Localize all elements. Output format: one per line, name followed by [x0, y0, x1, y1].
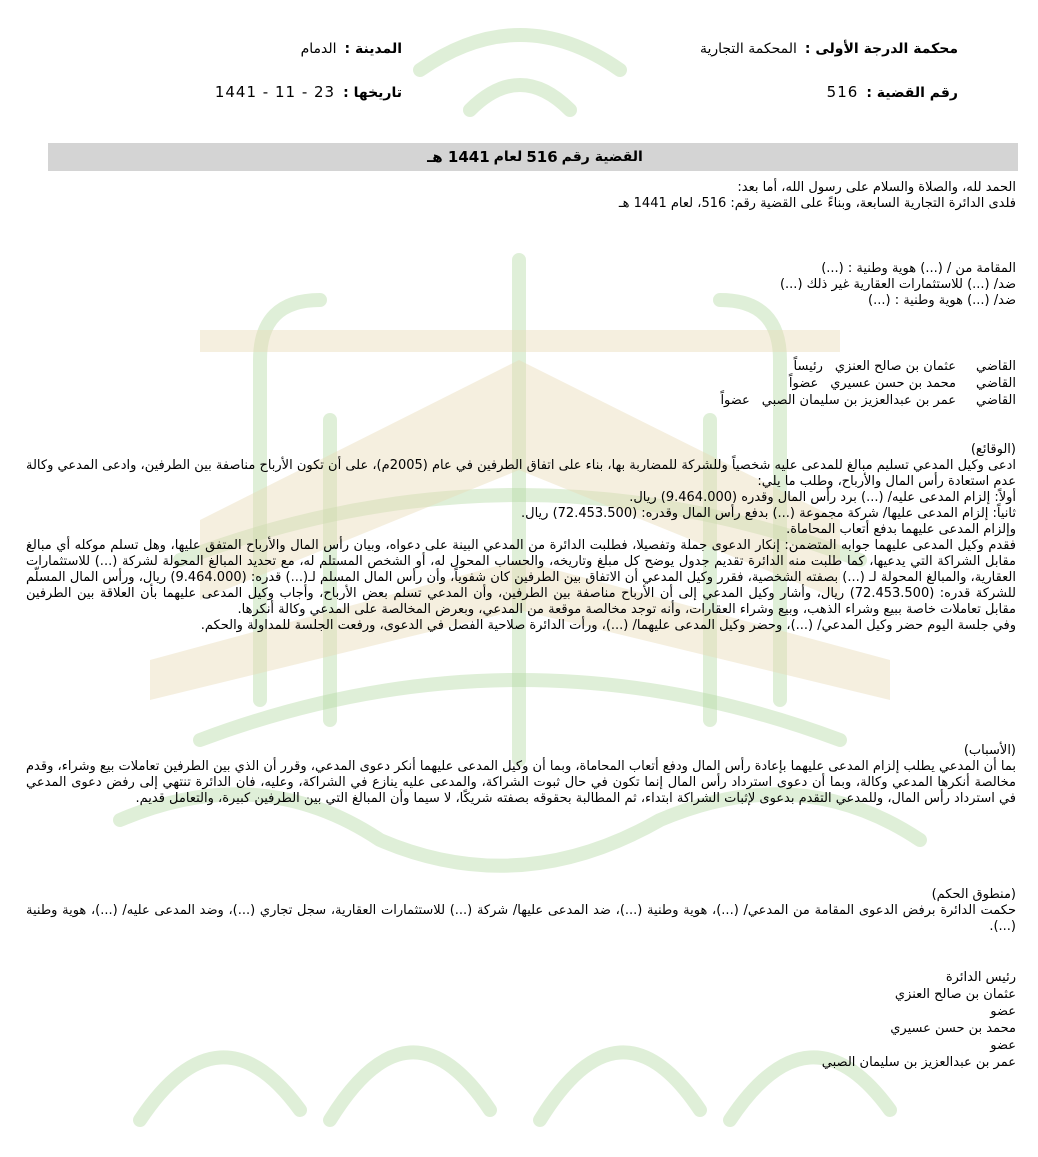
facts-paragraph: وإلزام المدعى عليهما بدفع أتعاب المحاماة. — [786, 522, 1016, 537]
intro-line: فلدى الدائرة التجارية السابعة، وبناءً على القضية رقم: 516، لعام 1441 هـ — [618, 196, 1016, 211]
judge-role: عضواً — [788, 376, 819, 391]
judge-title: القاضي — [976, 393, 1016, 408]
signature-line: عضو — [990, 1038, 1016, 1053]
reasons-section — [26, 743, 1016, 807]
judge-title: القاضي — [976, 376, 1016, 391]
judge-title: القاضي — [976, 359, 1016, 374]
court-field — [700, 41, 958, 57]
signature-line: رئيس الدائرة — [945, 970, 1016, 985]
case-number-value: 516 — [826, 83, 859, 101]
judge-role: عضواً — [720, 393, 750, 408]
facts-paragraph: أولاً: إلزام المدعى عليه/ (...) برد رأس المال وقدره (9.464.000) ريال. — [629, 490, 1016, 505]
title-mid: لعام — [493, 149, 523, 165]
party-line: المقامة من / (...) هوية وطنية : (...) — [821, 261, 1016, 276]
ruling-section — [26, 887, 1016, 935]
judge-row — [26, 393, 1016, 410]
intro-section — [26, 180, 1016, 212]
ruling-paragraph: حكمت الدائرة برفض الدعوى المقامة من المدعي/ (...)، هوية وطنية (...)، ضد المدعى عليها/ شركة (...) للاستثمارات العقارية، سجل تجاري (...)، وضد المدعى عليه/ (...)، هوية وطنية (...). — [26, 903, 1016, 934]
facts-paragraph: وفي جلسة اليوم حضر وكيل المدعي/ (...)، وحضر وكيل المدعى عليهما/ (...)، ورأت الدائرة صلاحية الفصل في الدعوى، ورفعت الجلسة للمداولة والحكم. — [200, 618, 1016, 633]
date-value: 23 - 11 - 1441 — [214, 83, 336, 101]
case-number-field — [827, 83, 958, 101]
reasons-paragraph: بما أن المدعي يطلب إلزام المدعى عليهما بإعادة رأس المال ودفع أتعاب المحاماة، وبما أن وكيل المدعى عليهما أنكر دعوى المدعي، وقرر أن الذي بين الطرفين تعاملات بيع وشراء، وقدم مخالصة أنكرها المدعي وكالة، وبما أن دعوى استرداد رأس المال إنما تكون في حال ثبوت الشراكة، والمدعى عليه ينازع في الشراكة، وعليه، فان الدائرة تنتهي إلى رفض دعوى المدعي في استرداد رأس المال، وللمدعي التقدم بدعوى لإثبات الشراكة ابتداء، ثم المطالبة بحقوقه بصفته شريكًا، لا سيما وأن المبالغ التي بين الطرفين كبيرة، والتعامل قديم. — [26, 759, 1016, 806]
title-year: 1441 هـ — [427, 148, 490, 166]
title-number: 516 — [526, 148, 558, 166]
title-prefix: القضية رقم — [561, 149, 643, 165]
reasons-heading: (الأسباب) — [963, 743, 1016, 758]
case-title-bar — [48, 143, 1018, 171]
judge-row — [26, 359, 1016, 376]
party-line: ضد/ (...) هوية وطنية : (...) — [868, 293, 1016, 308]
signatures-section — [26, 970, 1016, 1072]
facts-paragraph: ثانياً: إلزام المدعى عليها/ شركة مجموعة (...) بدفع رأس المال وقدره: (72.453.500) ريال. — [521, 506, 1016, 521]
judge-name: عمر بن عبدالعزيز بن سليمان الصبي — [761, 393, 956, 408]
header-row-case — [80, 83, 958, 107]
parties-section — [26, 261, 1016, 309]
signature-line: عمر بن عبدالعزيز بن سليمان الصبي — [821, 1055, 1016, 1070]
intro-line: الحمد لله، والصلاة والسلام على رسول الله، أما بعد: — [737, 180, 1016, 195]
judges-panel — [26, 359, 1016, 410]
header-row-court — [80, 41, 958, 65]
date-label: تاريخها : — [343, 85, 402, 101]
judge-role: رئيساً — [793, 359, 823, 374]
judge-row — [26, 376, 1016, 393]
signature-line: عضو — [990, 1004, 1016, 1019]
court-label: محكمة الدرجة الأولى : — [804, 41, 958, 57]
ruling-heading: (منطوق الحكم) — [931, 887, 1016, 902]
judge-name: محمد بن حسن عسيري — [830, 376, 956, 391]
case-number-label: رقم القضية : — [866, 85, 958, 101]
city-value: الدمام — [300, 41, 337, 57]
city-field — [301, 41, 402, 57]
judge-name: عثمان بن صالح العنزي — [834, 359, 956, 374]
signature-line: عثمان بن صالح العنزي — [894, 987, 1016, 1002]
party-line: ضد/ (...) للاستثمارات العقارية غير ذلك (...) — [779, 277, 1016, 292]
facts-heading: (الوقائع) — [970, 442, 1016, 457]
date-field — [215, 83, 402, 101]
court-value: المحكمة التجارية — [699, 41, 797, 57]
facts-paragraph: ادعى وكيل المدعي تسليم مبالغ للمدعى عليه شخصياً وللشركة للمضاربة بها، بناء على اتفاق الطرفين في عام (2005م)، على أن تكون الأرباح مناصفة بين الطرفين، وادعى المدعي وكالة عدم استعادة رأس المال والأرباح، وطلب ما يلي: — [26, 458, 1016, 489]
facts-section — [26, 442, 1016, 634]
signature-line: محمد بن حسن عسيري — [890, 1021, 1016, 1036]
facts-paragraph: فقدم وكيل المدعى عليهما جوابه المتضمن: إنكار الدعوى جملة وتفصيلا، فطلبت الدائرة من المدعي البينة على دعواه، وبيان رأس المال والأرباح المتفق عليها، وهل تسلم موكله أي مبالغ مقابل الشراكة التي يدعيها، كما طلبت منه الدائرة تقديم جدول يوضح كل مبلغ وتاريخه، والحساب المحول له، أو الشخص المستلم له، مع تحديد المبالغ المحولة لشركة (...) للاستثمارات العقارية، والمبالغ المحولة لـ (...) بصفته الشخصية، فقرر وكيل المدعي أن الاتفاق بين الطرفين كان شفوياً، وأن رأس المال المسلم لـ(...) قدره: (9.464.000) ريال، ورأس المال المسلّم للشركة قدره: (72.453.500) ريال، وأشار وكيل المدعي إلى أن الأرباح مناصفة بين الطرفين، وأن المدعي تسلم بعض الأرباح، وأجاب وكيل المدعى عليهما بأن العلاقة بين الطرفين مقابل تعاملات خاصة ببيع وشراء الذهب، وبيع وشراء العقارات، وأنه توجد مخالصة موقعة من المدعي، وبعرض المخالصة على المدعي وكالة أنكرها. — [26, 538, 1016, 617]
city-label: المدينة : — [344, 41, 402, 57]
